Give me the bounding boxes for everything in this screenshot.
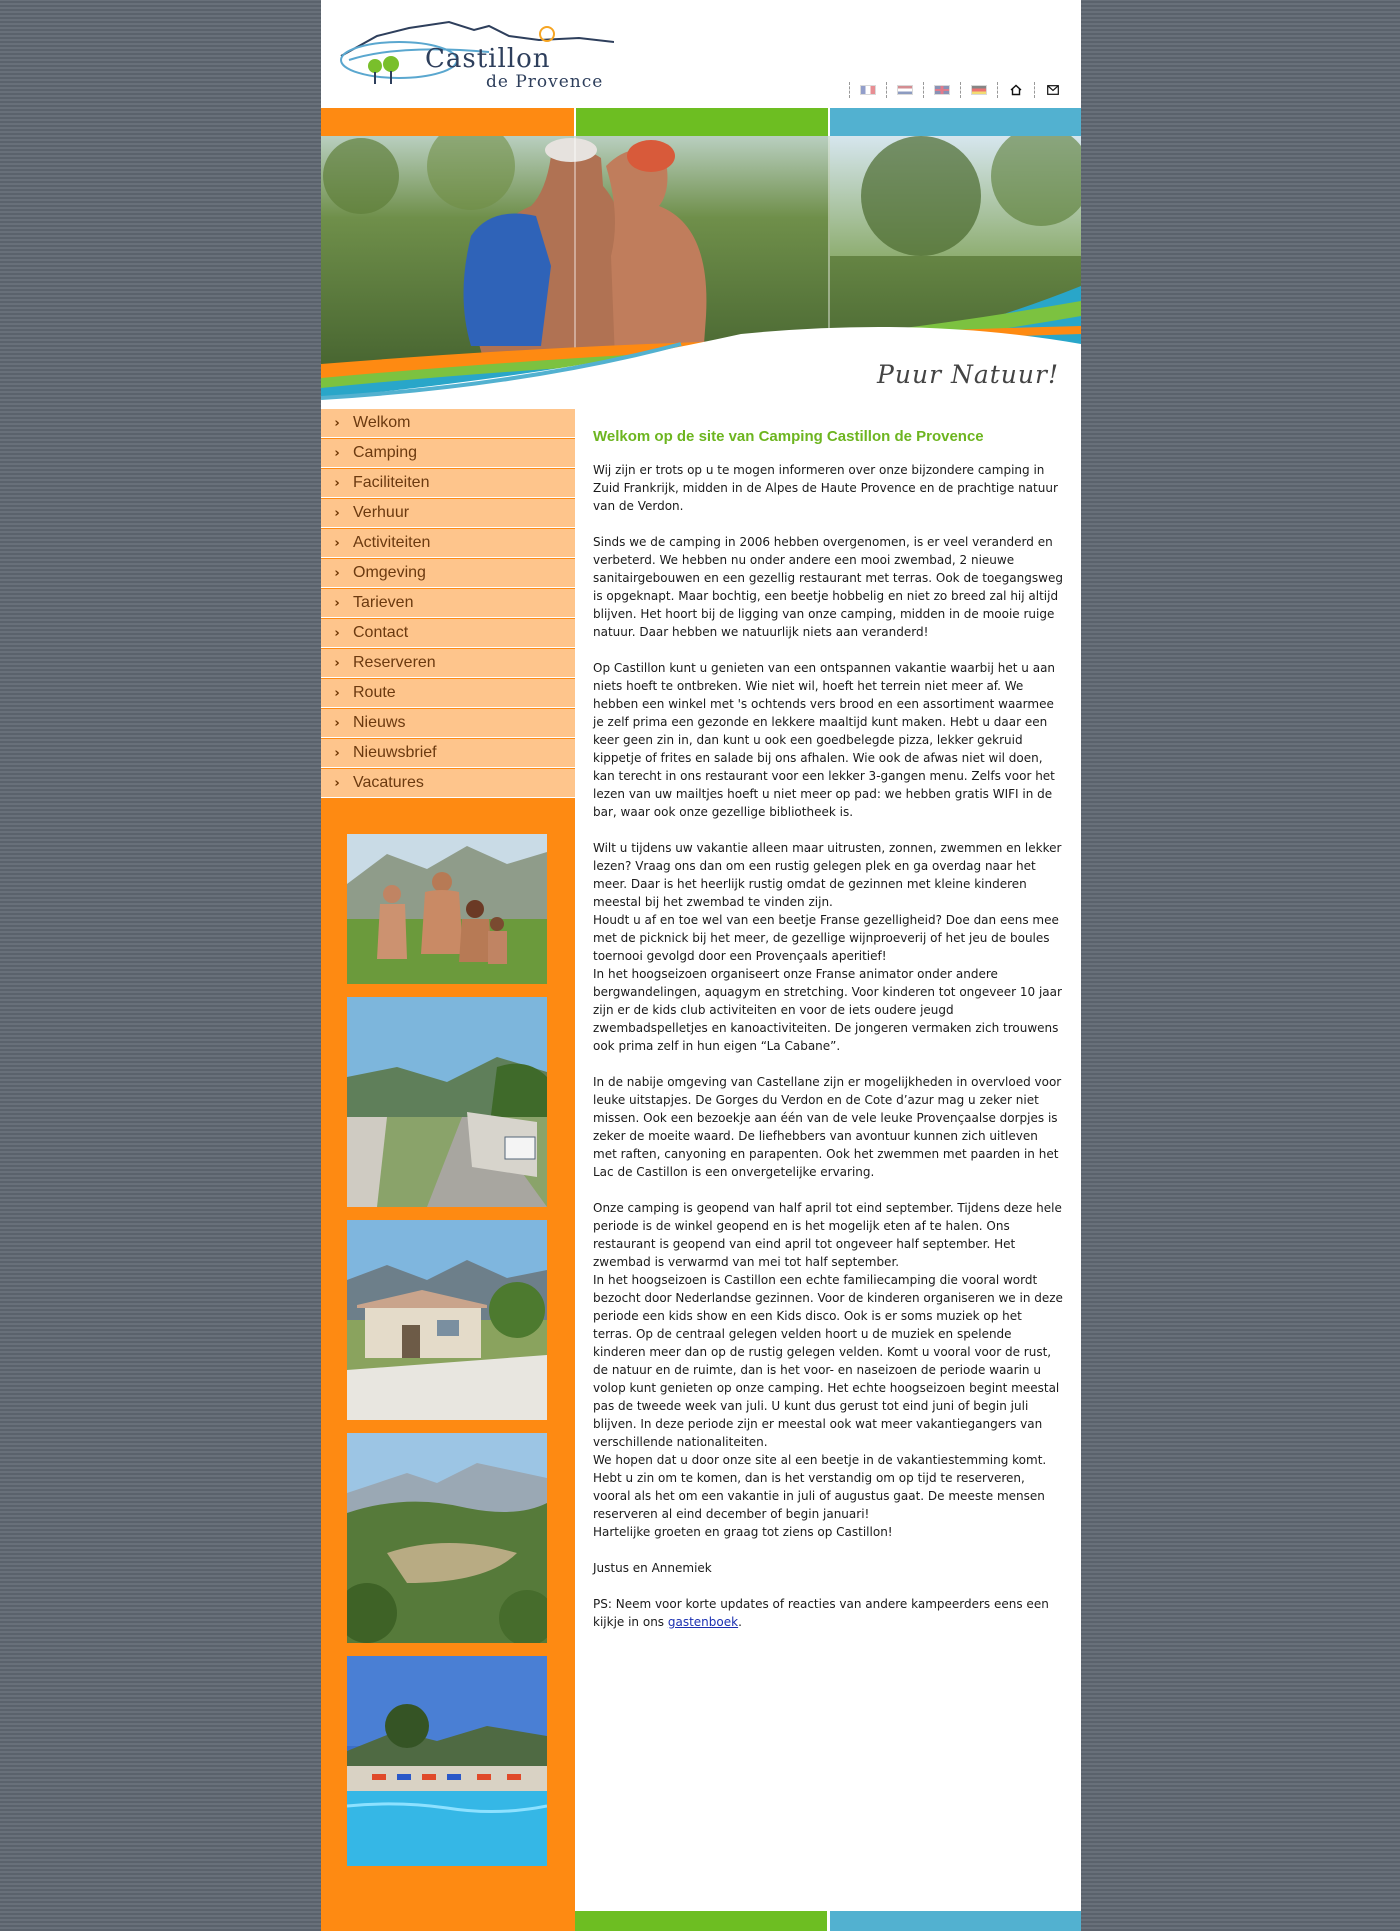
history-paragraph: Sinds we de camping in 2006 hebben overgenomen, is er veel veranderd en verbeterd. We hebben nu onder andere een mooi zwembad, 2 nieuwe sanitairgebouwen en een gezellig restaurant met terras. Ook de toegangsweg is opgeknapt. Maar bochtig, een beetje hobbelig en niet zo breed zal hij altijd blijven. Het hoort bij de ligging van onze camping, midden in de mooie ruige natuur. Daar hebben we natuurlijk niets aan veranderd! (593, 535, 1063, 639)
main-navigation (321, 409, 575, 799)
ps-paragraph (593, 1595, 1063, 1631)
photo-pool (347, 1656, 547, 1866)
logo-text-provence: de Provence (486, 72, 604, 92)
activities-text-1: Wilt u tijdens uw vakantie alleen maar uitrusten, zonnen, zwemmen en lekker lezen? Vraag ons dan om een rustig gelegen plek en ga overdag naar het meer. Daar is het heerlijk rustig omdat de gezinnen met kleine kinderen meestal bij het zwembad te vinden zijn. (593, 841, 1062, 909)
bar-blue (830, 108, 1081, 136)
season-text-2: In het hoogseizoen is Castillon een echte familiecamping die vooral wordt bezocht door Nederlandse gezinnen. Voor de kinderen organiseren we in deze periode een kids show en een Kids disco. Ook is er soms muziek op het terras. Op de centraal gelegen velden hoort u de muziek en spelende kinderen meer dan op de rustig gelegen velden. Komt u vooral voor de rust, de natuur en de ruimte, dan is het voor- en naseizoen de periode waarin u volop kunt genieten op onze camping. Het echte hoogseizoen begint meestal pas de tweede week van juli. U kunt dus gerust tot eind juni of begin juli blijven. In deze periode zijn er meestal ook wat meer vakantiegangers van verschillende nationaliteiten. (593, 1273, 1063, 1449)
nav-item-label: Route (353, 684, 396, 701)
language-en[interactable] (923, 82, 960, 98)
nav-item-label: Reserveren (353, 654, 436, 671)
nav-item-label: Activiteiten (353, 534, 431, 551)
intro-paragraph: Wij zijn er trots op u te mogen informeren over onze bijzondere camping in Zuid Frankrijk, midden in de Alpes de Haute Provence en de prachtige natuur van de Verdon. (593, 463, 1058, 513)
nav-item-vacatures[interactable] (321, 769, 575, 798)
bar-green (576, 108, 828, 136)
nav-item-label: Tarieven (353, 594, 414, 611)
photo-valley (347, 1433, 547, 1643)
nav-item-verhuur[interactable] (321, 499, 575, 528)
logo[interactable] (339, 14, 614, 94)
main-content (593, 428, 1063, 1649)
chevron-right-icon: › (334, 685, 340, 701)
nav-item-label: Nieuwsbrief (353, 744, 437, 761)
nav-item-label: Verhuur (353, 504, 410, 521)
nav-item-label: Vacatures (353, 774, 424, 791)
activities-text-2: Houdt u af en toe wel van een beetje Franse gezelligheid? Doe dan eens mee met de picknick bij het meer, de gezellige wijnproeverij of het jeu de boules toernooi gevolgd door een Provençaals aperitief! (593, 913, 1059, 963)
nav-item-label: Welkom (353, 414, 411, 431)
nav-item-route[interactable] (321, 679, 575, 708)
nav-item-label: Camping (353, 444, 418, 461)
home-icon[interactable] (1010, 84, 1022, 96)
nav-item-label: Contact (353, 624, 409, 641)
season-text-3: We hopen dat u door onze site al een beetje in de vakantiestemming komt. Hebt u zin om te komen, dan is het verstandig om op tijd te reserveren, vooral als het om een vakantie in juli of augustus gaat. De meeste mensen reserveren al eind december of begin januari! (593, 1453, 1047, 1521)
language-nl[interactable] (886, 82, 923, 98)
facilities-paragraph: Op Castillon kunt u genieten van een ontspannen vakantie waarbij het u aan niets hoeft te ontbreken. Wie niet wil, hoeft het terrein niet meer af. We hebben een winkel met 's ochtends vers brood en een assortiment waarmee je zelf prima een gezonde en lekkere maaltijd kunt maken. Hebt u daar een keer geen zin in, dan kunt u ook een goedbelegde pizza, lekker gekruid kippetje of frites en salade bij ons afhalen. Wie ook de afwas niet wil doen, kan terecht in ons restaurant voor een lekker 3-gangen menu. Zelfs voor het lezen van uw mailtjes hoeft u niet meer op pad: we hebben gratis WIFI in de bar, waar ook onze gezellige bibliotheek is. (593, 661, 1056, 819)
page-title: Welkom op de site van Camping Castillon de Provence (593, 428, 984, 445)
footer-bar-green (575, 1911, 827, 1931)
nav-item-tarieven[interactable] (321, 589, 575, 618)
sidebar-photos (347, 834, 547, 1879)
nav-item-omgeving[interactable] (321, 559, 575, 588)
nav-item-label: Faciliteiten (353, 474, 430, 491)
flag-fr-icon[interactable] (860, 85, 876, 95)
chevron-right-icon: › (334, 655, 340, 671)
photo-road (347, 997, 547, 1207)
footer-bars (575, 1911, 1081, 1931)
nav-item-label: Omgeving (353, 564, 426, 581)
season-paragraph (593, 1199, 1063, 1541)
nav-item-nieuws[interactable] (321, 709, 575, 738)
photo-family (347, 834, 547, 984)
language-fr[interactable] (849, 82, 886, 98)
mail-icon[interactable] (1047, 85, 1059, 95)
chevron-right-icon: › (334, 745, 340, 761)
activities-paragraph (593, 839, 1063, 1055)
chevron-right-icon: › (334, 445, 340, 461)
chevron-right-icon: › (334, 715, 340, 731)
nav-item-label: Nieuws (353, 714, 406, 731)
photo-building (347, 1220, 547, 1420)
slogan: Puur Natuur! (877, 360, 1059, 389)
chevron-right-icon: › (334, 505, 340, 521)
ps-end: . (738, 1615, 742, 1629)
guestbook-link[interactable]: gastenboek (667, 1615, 739, 1629)
nav-item-reserveren[interactable] (321, 649, 575, 678)
nav-item-contact[interactable] (321, 619, 575, 648)
chevron-right-icon: › (334, 415, 340, 431)
flag-de-icon[interactable] (971, 85, 987, 95)
home-link[interactable] (997, 82, 1034, 98)
hero-banner (321, 136, 1081, 409)
footer-bar-blue (830, 1911, 1081, 1931)
flag-en-icon[interactable] (934, 85, 950, 95)
nav-item-faciliteiten[interactable] (321, 469, 575, 498)
language-bar (849, 82, 1071, 98)
nav-item-camping[interactable] (321, 439, 575, 468)
color-bars (321, 108, 1081, 136)
flag-nl-icon[interactable] (897, 85, 913, 95)
language-de[interactable] (960, 82, 997, 98)
surroundings-paragraph: In de nabije omgeving van Castellane zijn er mogelijkheden in overvloed voor leuke uitstapjes. De Gorges du Verdon en de Cote d’azur mag u zeker niet missen. Ook een bezoekje aan één van de vele leuke Provençaalse dorpjes is zeker de moeite waard. De liefhebbers van avontuur kunnen zich uitleven met raften, canyoning en parapenten. Ook het zwemmen met paarden in het Lac de Castillon is een onvergetelijke ervaring. (593, 1075, 1062, 1179)
chevron-right-icon: › (334, 625, 340, 641)
bar-orange (321, 108, 574, 136)
header (321, 0, 1081, 108)
season-text-1: Onze camping is geopend van half april tot eind september. Tijdens deze hele periode is de winkel geopend en is het mogelijk eten af te halen. Ons restaurant is geopend van eind april tot ongeveer half september. Het zwembad is verwarmd van mei tot half september. (593, 1201, 1062, 1269)
chevron-right-icon: › (334, 535, 340, 551)
sidebar (321, 409, 575, 1931)
activities-text-3: In het hoogseizoen organiseert onze Franse animator onder andere bergwandelingen, aquagym en stretching. Voor kinderen tot ongeveer 10 jaar zijn er de kids club activiteiten en voor de iets oudere jeugd zwembadspelletjes en kanoactiviteiten. De jongeren vermaken zich trouwens ook prima zelf in hun eigen “La Cabane”. (593, 967, 1062, 1053)
page (321, 0, 1081, 1931)
mail-link[interactable] (1034, 82, 1071, 98)
signature: Justus en Annemiek (593, 1561, 712, 1575)
nav-item-welkom[interactable] (321, 409, 575, 438)
chevron-right-icon: › (334, 565, 340, 581)
ps-text: PS: Neem voor korte updates of reacties van andere kampeerders eens een kijkje in ons (593, 1597, 1049, 1629)
nav-item-activiteiten[interactable] (321, 529, 575, 558)
chevron-right-icon: › (334, 775, 340, 791)
chevron-right-icon: › (334, 475, 340, 491)
chevron-right-icon: › (334, 595, 340, 611)
logo-text-castillon: Castillon (425, 44, 551, 74)
nav-item-nieuwsbrief[interactable] (321, 739, 575, 768)
season-text-4: Hartelijke groeten en graag tot ziens op Castillon! (593, 1525, 893, 1539)
